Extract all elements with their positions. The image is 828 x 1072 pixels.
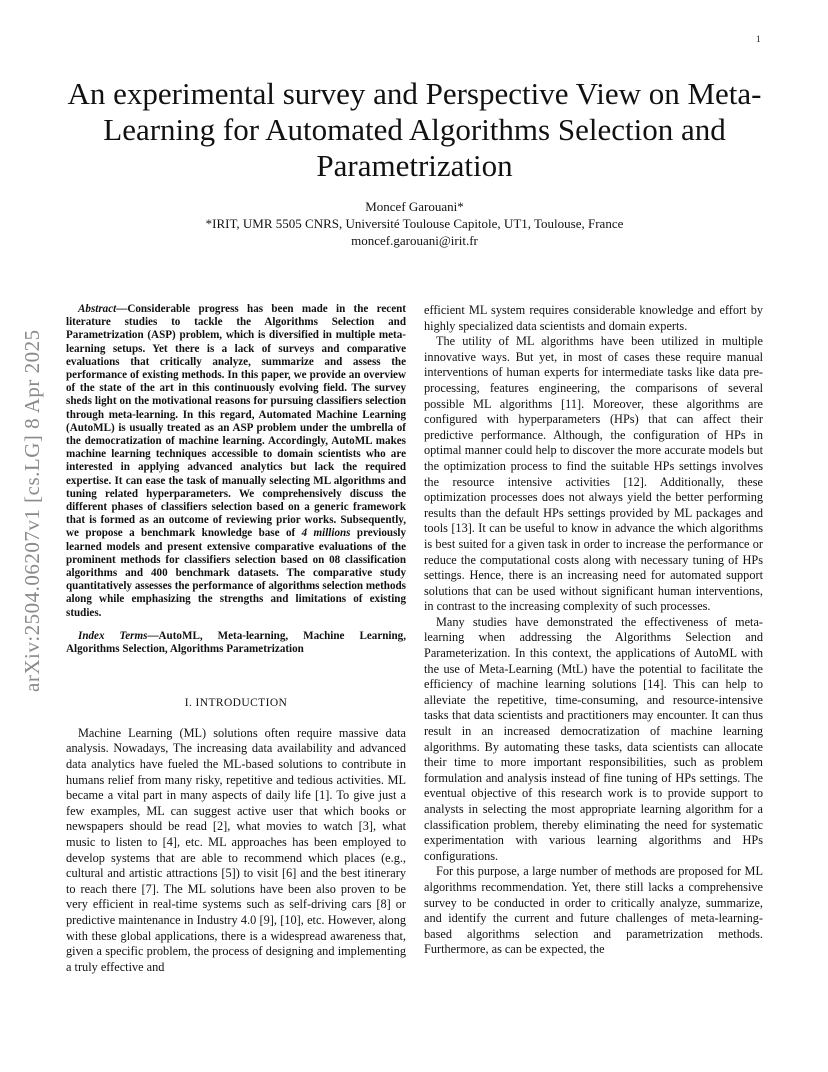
index-terms-lead: Index Terms xyxy=(78,629,148,642)
author-affiliation: *IRIT, UMR 5505 CNRS, Université Toulouse Capitole, UT1, Toulouse, France xyxy=(205,216,624,231)
abstract-text-1: Considerable progress has been made in the recent literature studies to tackle the Algorithms Selection and Parametrization (ASP) problem, which is diversified in multiple meta-learning setups. Yet there is a lack of surveys and comparative evaluations that critically analyze, summarize and assess the performance of existing methods. In this paper, we provide an overview of the state of the art in this continuously evolving field. The survey sheds light on the motivational reasons for pursuing classifiers selection through meta-learning. In this regard, Automated Machine Learning (AutoML) is usually treated as an ASP problem under the umbrella of the democratization of machine learning. Accordingly, AutoML makes machine learning techniques accessible to domain scientists who are interested in applying advanced analytics but lack the required expertise. It can ease the task of manually selecting ML algorithms and tuning related hyperparameters. We comprehensively discuss the different phases of classifiers selection based on a generic framework that is formed as an outcome of reviewing prior works. Subsequently, we propose a benchmark knowledge base of xyxy=(66,303,406,540)
body-paragraph: efficient ML system requires considerable knowledge and effort by highly specialized data scientists and domain experts. xyxy=(424,303,763,333)
left-column xyxy=(66,303,406,975)
abstract-text-2: previously learned models and present extensive comparative evaluations of the prominent methods for classifiers selection based on 08 classification algorithms and 400 benchmark datasets. The comparative study quantitatively assesses the performance of algorithms selection methods along while emphasizing the strengths and limitations of existing studies. xyxy=(66,527,407,619)
author-block xyxy=(62,198,767,249)
abstract-lead: Abstract xyxy=(78,303,117,315)
index-terms-dash: — xyxy=(147,629,159,642)
abstract-emphasis: 4 millions xyxy=(301,527,351,540)
body-paragraph: For this purpose, a large number of methods are proposed for ML algorithms recommendation. Yet, there still lacks a comprehensive survey to be conducted in order to critically analyze, summarize, and identify the current and future challenges of meta-learning-based algorithms selection and parametrization methods. Furthermore, as can be expected, the xyxy=(424,864,763,957)
paper-title: An experimental survey and Perspective View on Meta-Learning for Automated Algorithms Selection and Parametrization xyxy=(67,76,762,183)
body-paragraph: The utility of ML algorithms have been utilized in multiple innovative ways. But yet, in most of cases these require manual interventions of human experts for intermediate tasks like data pre-processing, features engineering, the comparisons of several possible ML algorithms [11]. Moreover, these algorithms are configured with hyperparameters (HPs) that can affect their predictive performance. Although, the configuration of HPs in optimal manner could help to discover the more accurate models but the optimization process to find the suitable HPs settings involves the resource intensive activities [12]. Additionally, these optimization processes does not always yield the better performing results than the default HPs settings provided by ML packages and tools [13]. It can be useful to know in advance the which algorithms is best suited for a given task in order to increase the performance or reduce the computational costs along with necessary tuning of HPs settings. Hence, there is an increasing need for automated support solutions that can be used without significant human interventions, in contrast to the increasing complexity of such processes. xyxy=(424,334,763,614)
section-heading-introduction: I. INTRODUCTION xyxy=(184,697,288,710)
abstract xyxy=(66,303,406,620)
index-terms xyxy=(66,630,406,656)
abstract-dash: — xyxy=(116,303,128,315)
author-name: Moncef Garouani* xyxy=(365,199,464,214)
body-paragraph: Machine Learning (ML) solutions often require massive data analysis. Nowadays, The increasing data availability and advanced data analytics have fueled the ML-based solutions to contribute in humans relief from many risky, repetitive and tedious activities. ML became a vital part in many aspects of daily life [1]. To give just a few examples, ML can suggest active user that which books or newspapers should be read [2], what movies to watch [3], what music to listen to [4], etc. ML approaches has been employed to develop systems that are able to recommend which places (e.g., cultural and artistic attractions [5]) to visit [6] and the best itinerary to reach there [7]. The ML solutions have been also proven to be very efficient in real-time systems such as self-driving cars [8] or predictive maintenance in Industry 4.0 [9], [10], etc. However, along with these global applications, there is a widespread awareness that, given a specific problem, the process of designing and implementing a truly effective and xyxy=(66,725,406,974)
body-paragraph: Many studies have demonstrated the effectiveness of meta-learning when addressing the Algorithms Selection and Parameterization. In this context, the applications of AutoML with the use of Meta-Learning (MtL) have the potential to facilitate the efficiency of machine learning solutions [14]. This can help to alleviate the repetitive, time-consuming, and resource-intensive tasks that data scientists and practitioners may encounter. It can thus result in an increased democratization of machine learning algorithms. By automating these tasks, data scientists can allocate their time to more important responsibilities, such as problem formulation and analysis instead of fine tuning of HPs settings. The eventual objective of this research work is to provide support to analysts in selecting the most appropriate learning algorithm for a classification problem, thereby eliminating the need for systematic experimentation with various learning algorithms and HPs configurations. xyxy=(424,614,763,863)
index-terms-text: AutoML, Meta-learning, Machine Learning, Algorithms Selection, Algorithms Parametrization xyxy=(66,629,406,656)
right-column xyxy=(424,303,763,958)
author-email[interactable]: moncef.garouani@irit.fr xyxy=(351,233,478,248)
page-number: 1 xyxy=(756,34,761,44)
arxiv-identifier[interactable]: arXiv:2504.06207v1 [cs.LG] 8 Apr 2025 xyxy=(20,329,44,692)
